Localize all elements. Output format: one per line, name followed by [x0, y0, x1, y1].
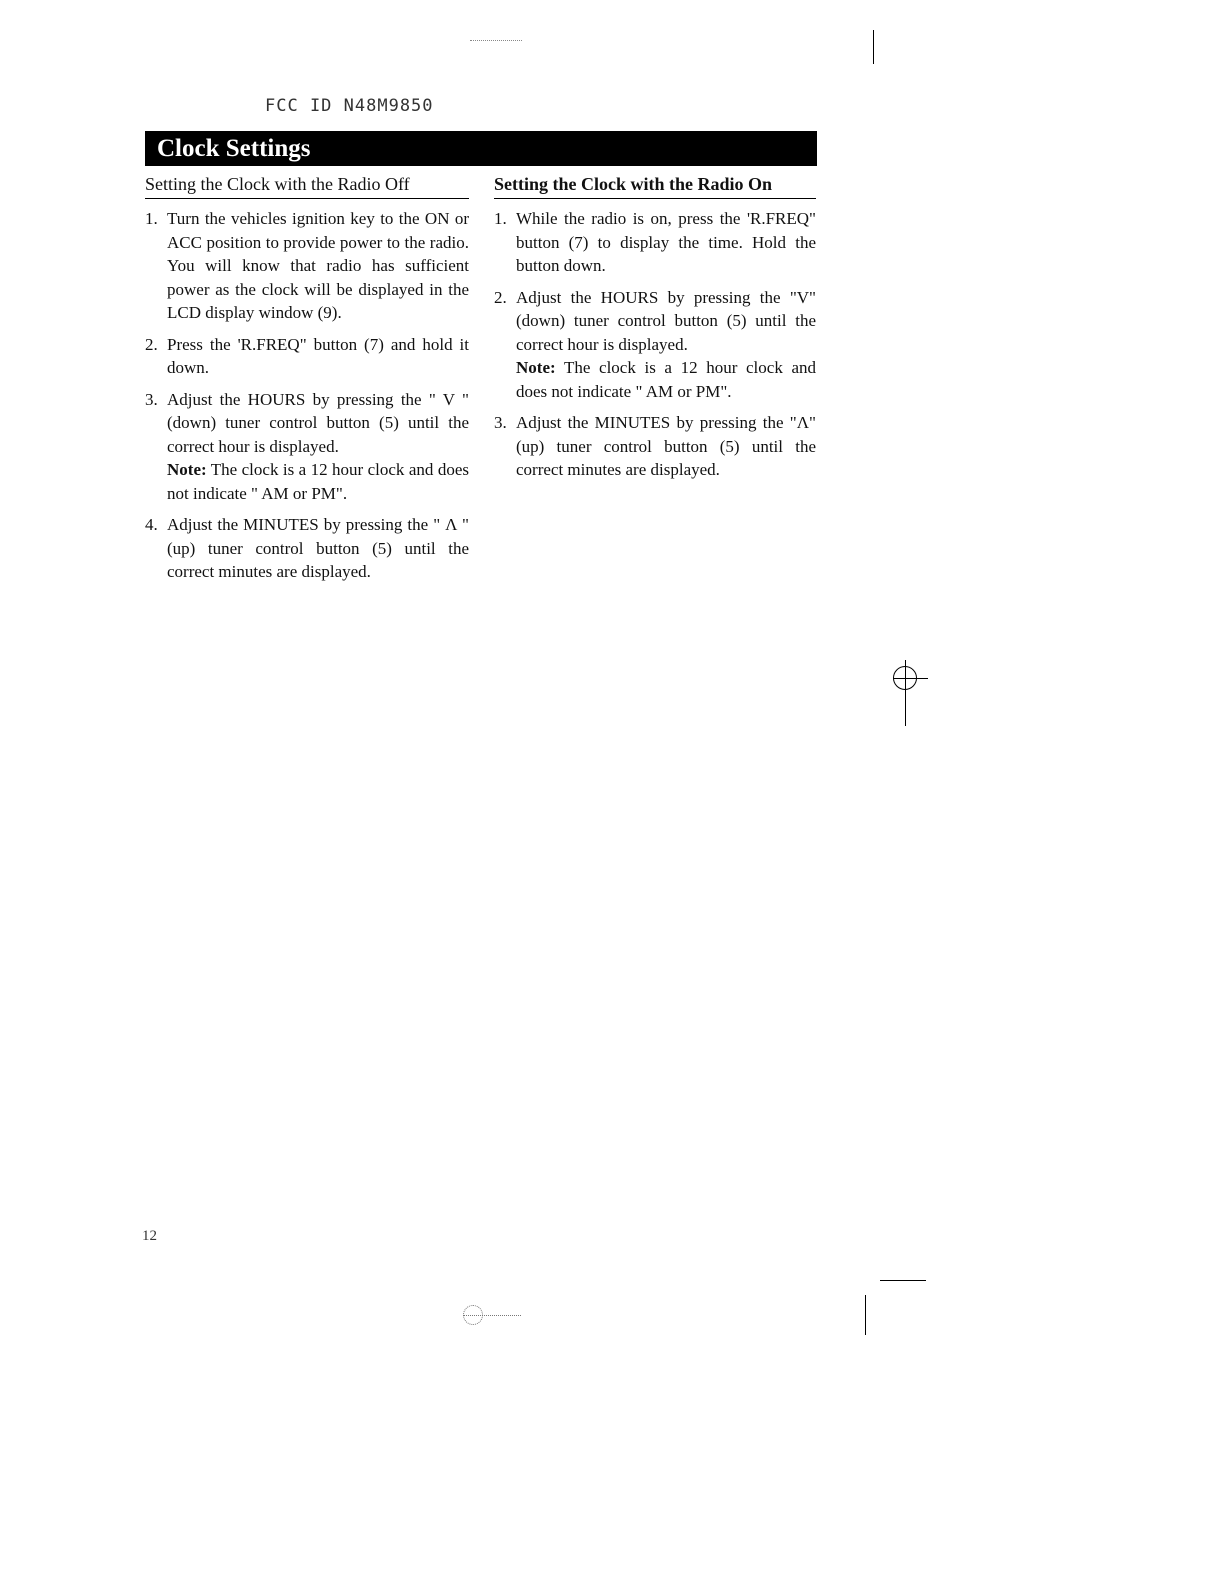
step-number: 3.: [494, 413, 507, 432]
crop-mark-bottom-horizontal: [880, 1280, 926, 1281]
note-label: Note:: [516, 358, 556, 377]
radio-on-column: [494, 172, 816, 490]
step-body: [167, 513, 469, 584]
step-text: Adjust the HOURS by pressing the "V" (down) tuner control button (5) until the correct hour is displayed.: [516, 287, 816, 354]
step-item: [145, 388, 469, 506]
step-text: Adjust the MINUTES by pressing the " Λ " (up) tuner control button (5) until the correct minutes are displayed.: [167, 515, 469, 581]
step-body: [167, 333, 469, 380]
step-body: [516, 286, 816, 404]
registration-mark-bottom-line: [463, 1315, 521, 1316]
step-text: Adjust the MINUTES by pressing the "Λ" (up) tuner control button (5) until the correct minutes are displayed.: [516, 413, 816, 479]
step-body: [516, 207, 816, 278]
registration-mark-line: [893, 678, 928, 679]
step-number: 4.: [145, 515, 158, 534]
step-number: 2.: [494, 287, 507, 307]
radio-on-heading: Setting the Clock with the Radio On: [494, 172, 816, 199]
step-item: [494, 207, 816, 278]
step-item: [494, 286, 816, 404]
page-number: 12: [142, 1228, 157, 1244]
note-label: Note:: [167, 460, 207, 479]
step-body: [167, 207, 469, 325]
note-text: The clock is a 12 hour clock and does not indicate " AM or PM".: [516, 358, 816, 401]
registration-mark-top-line: [470, 40, 522, 41]
step-item: [145, 207, 469, 325]
step-text: Turn the vehicles ignition key to the ON or ACC position to provide power to the radio. You will know that radio has sufficient power as the clock will be displayed in the LCD display window (9).: [167, 209, 469, 322]
step-text: Adjust the HOURS by pressing the " V " (down) tuner control button (5) until the correct hour is displayed.: [167, 389, 469, 456]
crop-mark-bottom-vertical: [865, 1295, 866, 1335]
step-text: While the radio is on, press the 'R.FREQ" button (7) to display the time. Hold the button down.: [516, 209, 816, 275]
step-body: [516, 411, 816, 482]
step-number: 1.: [494, 209, 507, 228]
fcc-id-header: FCC ID N48M9850: [265, 96, 434, 116]
step-item: [145, 333, 469, 380]
section-banner: Clock Settings: [145, 131, 817, 166]
step-note: [167, 458, 469, 505]
step-item: [145, 513, 469, 584]
crop-mark-top-right: [873, 30, 874, 64]
step-note: [516, 356, 816, 403]
step-number: 2.: [145, 334, 158, 354]
step-number: 3.: [145, 389, 158, 409]
note-text: The clock is a 12 hour clock and does not indicate " AM or PM".: [167, 460, 469, 503]
step-body: [167, 388, 469, 506]
step-text: Press the 'R.FREQ" button (7) and hold it down.: [167, 334, 469, 377]
step-item: [494, 411, 816, 482]
step-number: 1.: [145, 209, 158, 228]
radio-off-heading: Setting the Clock with the Radio Off: [145, 172, 469, 199]
radio-off-steps: [145, 207, 469, 584]
radio-off-column: [145, 172, 469, 592]
radio-on-steps: [494, 207, 816, 482]
